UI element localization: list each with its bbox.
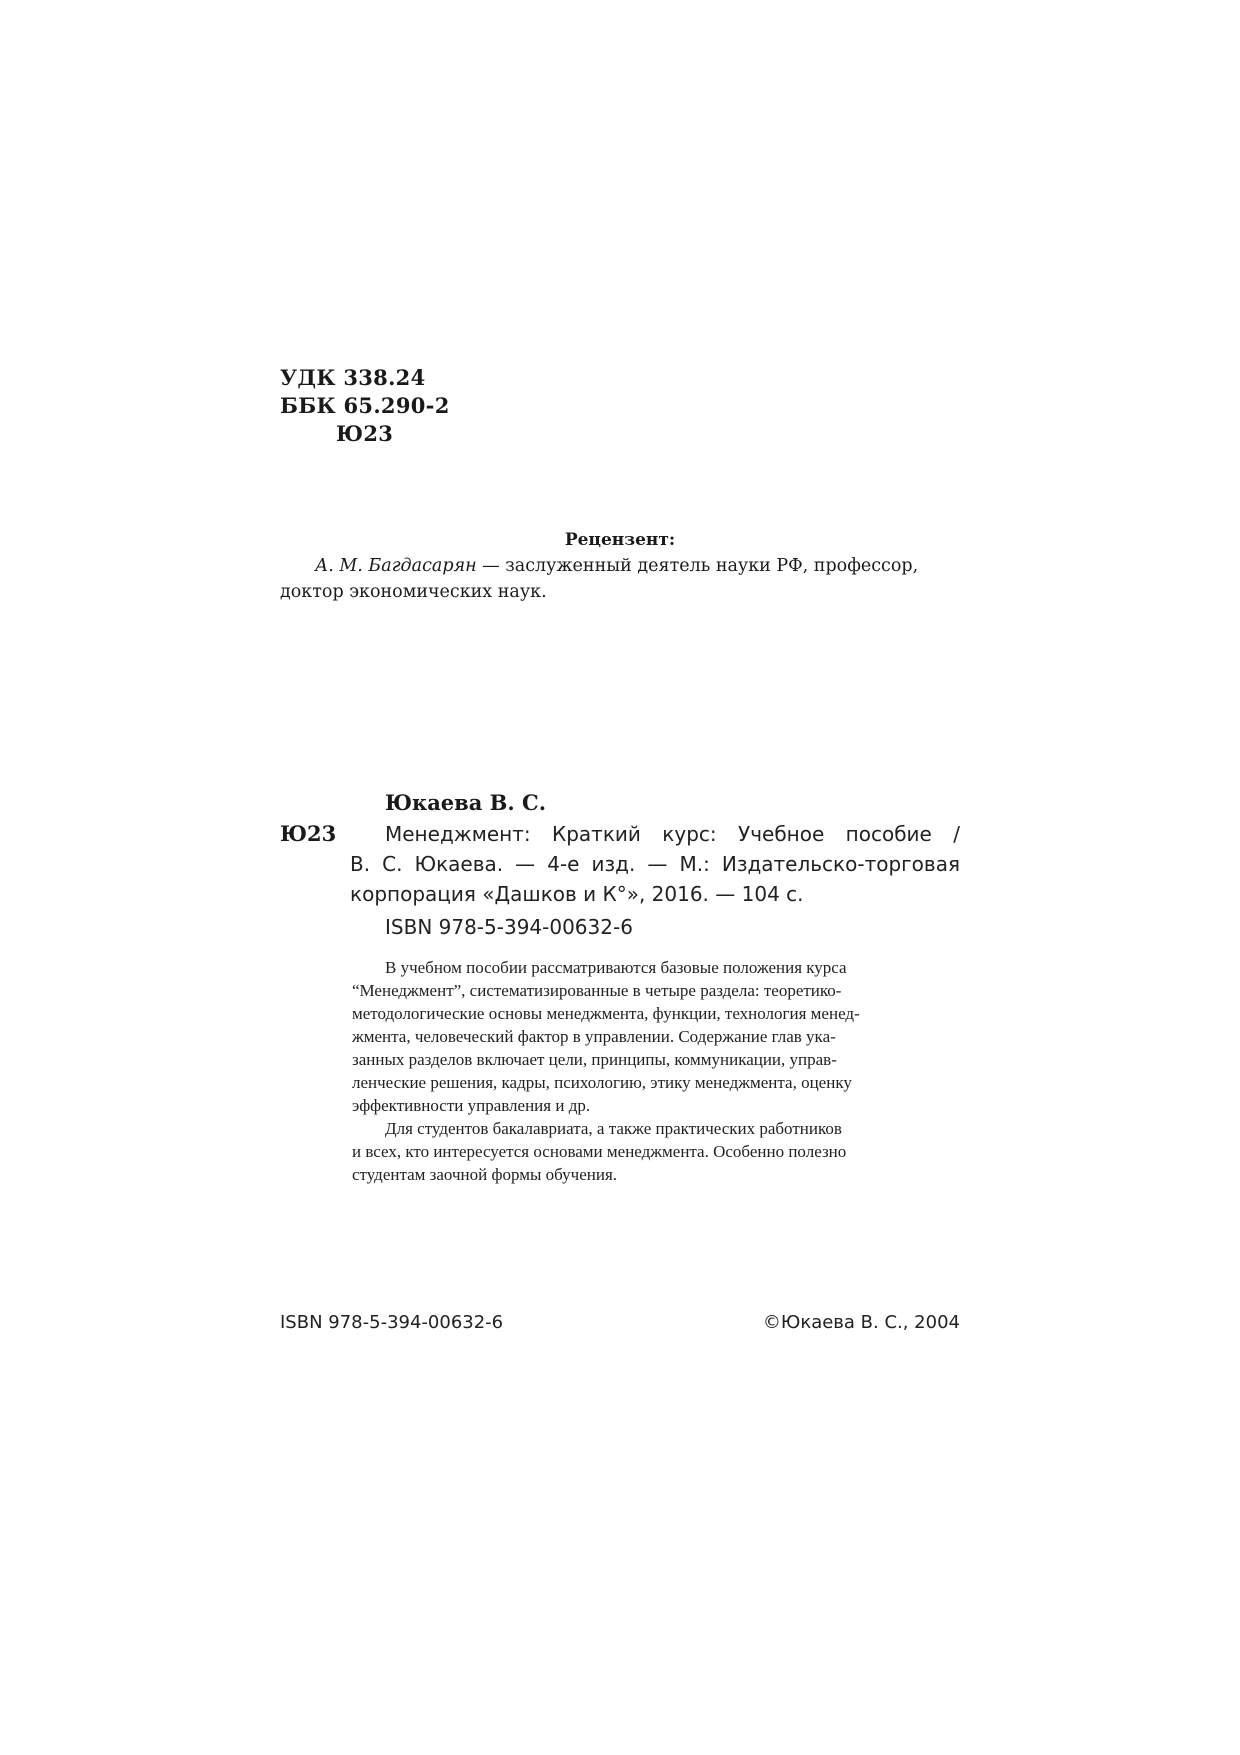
record-index-code: Ю23 [280,821,337,846]
annotation-line: занных разделов включает цели, принципы, коммуникации, управ- [352,1050,837,1069]
reviewer-line-1 [280,553,960,579]
author-sign-code: Ю23 [336,421,394,446]
reviewer-name: А. М. Багдасарян [315,556,477,576]
reviewer-credentials: — заслуженный деятель науки РФ, профессор, [476,556,919,576]
record-author: Юкаева В. С. [385,790,547,815]
record-line-2: В. С. Юкаева. — 4-е изд. — М.: Издательско-торговая [350,852,960,876]
reviewer-heading: Рецензент: [564,530,676,550]
footer-isbn: ISBN 978-5-394-00632-6 [280,1312,504,1333]
annotation-line: студентам заочной формы обучения. [352,1165,618,1184]
reviewer-description [280,553,960,605]
annotation-line: “Менеджмент”, систематизированные в четыре раздела: теоретико- [352,981,842,1000]
annotation-line: Для студентов бакалавриата, а также практических работников [385,1119,842,1138]
record-line-1: Менеджмент: Краткий курс: Учебное пособие / [385,822,960,846]
annotation-line: методологические основы менеджмента, функции, технология менед- [352,1004,860,1023]
reviewer-line-2: доктор экономических наук. [280,582,547,602]
annotation-line: эффективности управления и др. [352,1096,591,1115]
annotation-line: и всех, кто интересуется основами менеджмента. Особенно полезно [352,1142,847,1161]
annotation-line: ленческие решения, кадры, психологию, этику менеджмента, оценку [352,1073,852,1092]
record-isbn: ISBN 978-5-394-00632-6 [385,915,633,939]
footer-copyright: ©Юкаева В. С., 2004 [762,1312,960,1333]
bbk-code: ББК 65.290-2 [280,393,450,418]
annotation-line: В учебном пособии рассматриваются базовые положения курса [385,958,847,977]
annotation-line: жмента, человеческий фактор в управлении. Содержание глав ука- [352,1027,836,1046]
udk-code: УДК 338.24 [280,365,426,390]
record-line-3: корпорация «Дашков и К°», 2016. — 104 с. [350,882,804,906]
